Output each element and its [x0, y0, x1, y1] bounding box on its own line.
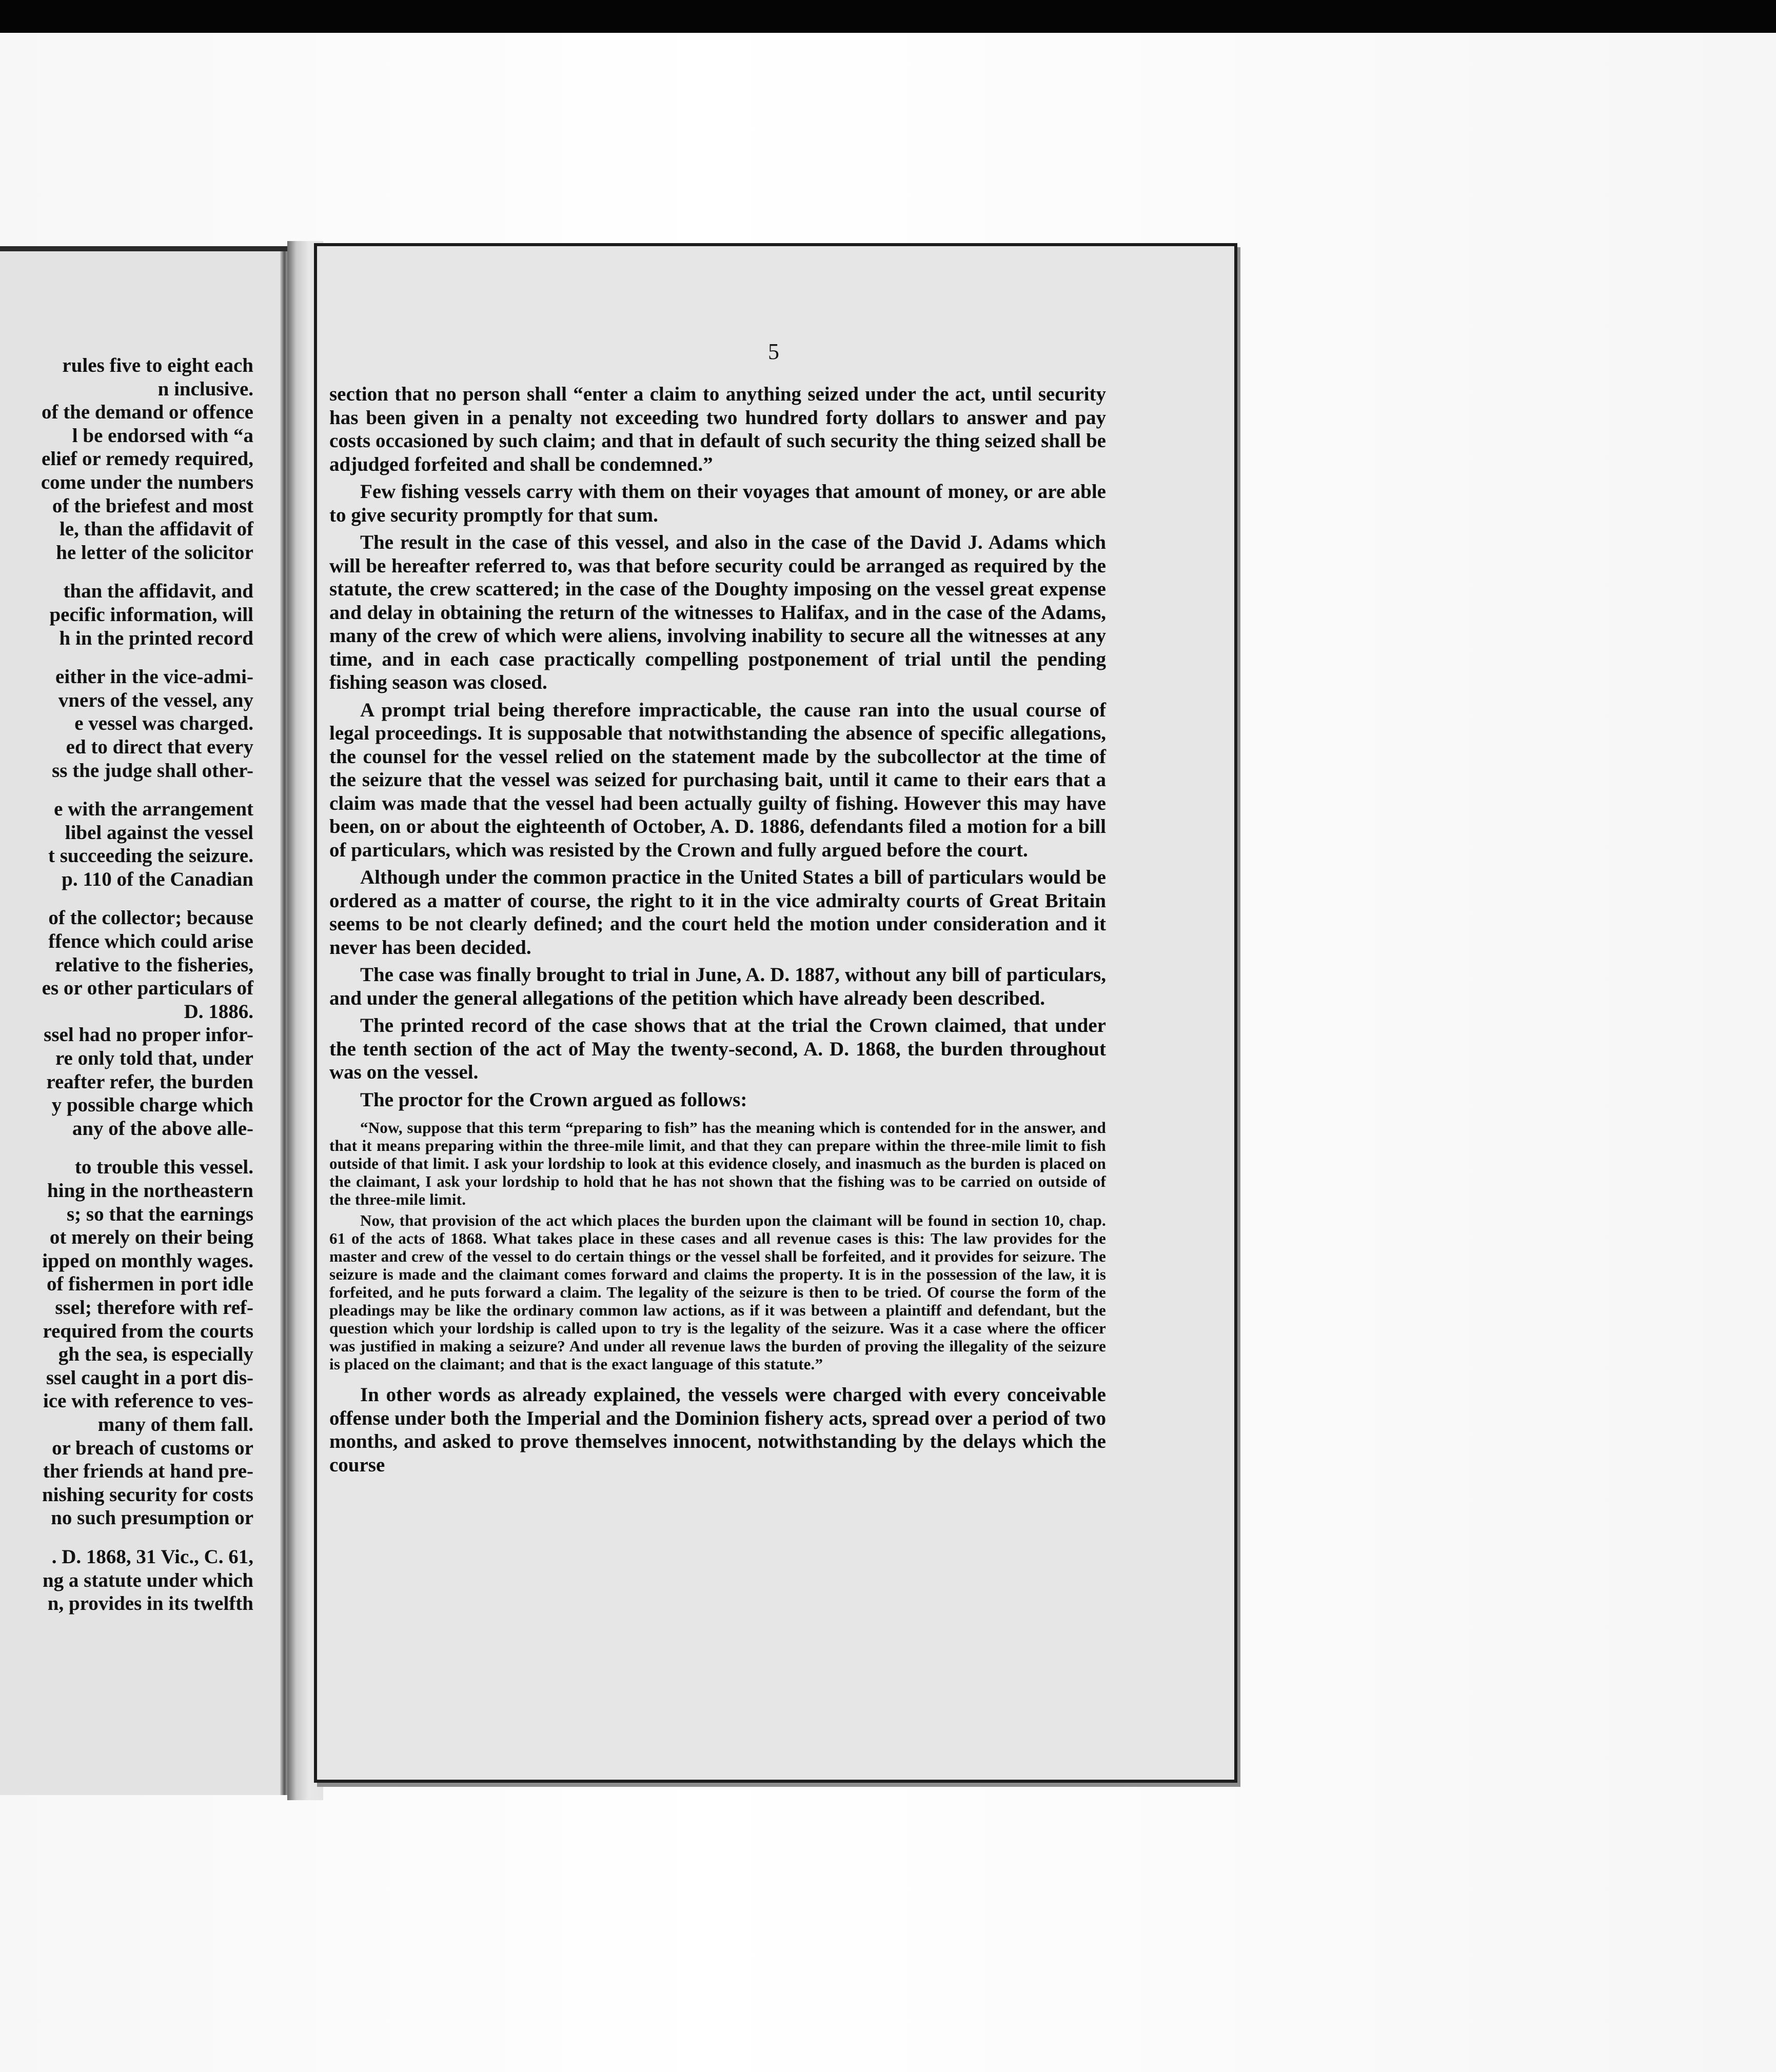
left-page-line: e with the arrangement: [54, 798, 253, 821]
left-page-line: gh the sea, is especially: [58, 1343, 253, 1366]
left-page-line: ffence which could arise: [48, 930, 253, 953]
left-page-line: . D. 1868, 31 Vic., C. 61,: [51, 1545, 253, 1568]
left-page-line: n inclusive.: [157, 377, 253, 400]
left-page-line: than the affidavit, and: [63, 580, 253, 603]
page-number: 5: [768, 339, 779, 364]
left-page-line: vners of the vessel, any: [58, 689, 253, 711]
left-page-line: of the collector; because: [48, 907, 253, 929]
body-paragraph: The result in the case of this vessel, and also in the case of the David J. Adams which will be hereafter referred to, was that before security could be arranged as required by the statute, the crew scattered; in the case of the Doughty imposing on the vessel great expense and delay in obtaining the return of the witnesses to Halifax, and in the case of the Adams, many of the crew of which were aliens, involving inability to secure all the witnesses at any time, and in each case practically compelling postponement of trial until the pending fishing season was closed.: [329, 531, 1106, 693]
left-page-line: ssel; therefore with ref-: [55, 1296, 253, 1319]
left-page-line: ot merely on their being: [49, 1226, 253, 1249]
body-paragraph: In other words as already explained, the vessels were charged with every conceivable offense under both the Imperial and the Dominion fishery acts, spread over a period of two months, and asked to prove themselves innocent, notwithstanding by the delays which the course: [329, 1384, 1106, 1476]
body-paragraph: Although under the common practice in the United States a bill of particulars would be ordered as a matter of course, the right to it in the vice admiralty courts of Great Britain seems to be not clearly defined; and the court held the motion under consideration and it never has been decided.: [329, 866, 1106, 959]
left-page-line: n, provides in its twelfth: [47, 1592, 253, 1615]
left-page-line: ss the judge shall other-: [52, 759, 253, 782]
left-page-line: libel against the vessel: [65, 821, 253, 844]
left-page-line: l be endorsed with “a: [72, 424, 253, 447]
left-page-line: to trouble this vessel.: [74, 1156, 253, 1179]
left-page-line: nishing security for costs: [42, 1483, 253, 1506]
page-body: [329, 383, 1106, 1481]
body-paragraph: The printed record of the case shows that at the trial the Crown claimed, that under the tenth section of the act of May the twenty-second, A. D. 1868, the burden throughout was on the vessel.: [329, 1014, 1106, 1083]
left-page-line: ng a statute under which: [42, 1569, 253, 1591]
left-page-line: re only told that, under: [55, 1047, 253, 1070]
left-page-line: y possible charge which: [51, 1094, 253, 1117]
body-paragraph: The case was finally brought to trial in June, A. D. 1887, without any bill of particulars, and under the general allegations of the petition which have already been described.: [329, 964, 1106, 1009]
left-page-line: relative to the fisheries,: [55, 953, 253, 976]
body-paragraph: A prompt trial being therefore impracticable, the cause ran into the usual course of legal proceedings. It is supposable that notwithstanding the absence of specific allegations, the counsel for the vessel relied on the statement made by the subcollector at the time of the seizure that the vessel was seized for purchasing bait, until it came to their ears that a claim was made that the vessel had been actually guilty of fishing. However this may have been, on or about the eighteenth of October, A. D. 1886, defendants filed a motion for a bill of particulars, which was resisted by the Crown and fully argued before the court.: [329, 699, 1106, 861]
left-page-line: or breach of customs or: [52, 1437, 253, 1459]
left-page-line: ipped on monthly wages.: [42, 1249, 253, 1272]
left-facing-page: [0, 246, 287, 1795]
left-page-line: any of the above alle-: [72, 1117, 253, 1140]
body-paragraph: section that no person shall “enter a claim to anything seized under the act, until security has been given in a penalty not exceeding two hundred forty dollars to answer and pay costs occasioned by such claim; and that in default of such security the thing seized shall be adjudged forfeited and shall be condemned.”: [329, 383, 1106, 475]
left-page-line: of fishermen in port idle: [47, 1273, 253, 1296]
left-page-line: reafter refer, the burden: [46, 1070, 253, 1093]
left-page-line: D. 1886.: [184, 1000, 253, 1023]
left-page-line: le, than the affidavit of: [59, 518, 253, 541]
left-page-line: either in the vice-admi-: [55, 666, 253, 688]
left-page-line: required from the courts: [43, 1320, 253, 1342]
body-paragraph: The proctor for the Crown argued as follows:: [360, 1088, 747, 1111]
left-page-line: ed to direct that every: [66, 735, 253, 758]
body-paragraph: Few fishing vessels carry with them on their voyages that amount of money, or are able to give security promptly for that sum.: [329, 481, 1106, 526]
left-page-line: of the demand or offence: [41, 401, 253, 424]
left-page-line: h in the printed record: [59, 627, 253, 649]
block-quote: Now, that provision of the act which places the burden upon the claimant will be found in section 10, chap. 61 of the acts of 1868. What takes place in these cases and all revenue cases is this: The law provides for the master and crew of the vessel to do certain things or the vessel shall be forfeited, and it provides for seizure. The seizure is made and the claimant comes forward and claims the property. It is in the possession of the law, it is forfeited, and he puts forward a claim. The legality of the seizure is then to be tried. Of course the form of the pleadings may be like the ordinary common law actions, as if it was between a plaintiff and defendant, but the question which your lordship is called upon to try is the legality of the seizure. Was it a case where the officer was justified in making a seizure? And under all revenue laws the burden of proving the illegality of the seizure is placed on the claimant; and that is the exact language of this statute.”: [329, 1211, 1106, 1373]
left-page-line: elief or remedy required,: [41, 448, 253, 470]
left-page-line: hing in the northeastern: [47, 1180, 253, 1202]
left-page-line: come under the numbers: [41, 471, 253, 493]
left-page-line: pecific information, will: [49, 603, 253, 626]
left-page-line: s; so that the earnings: [66, 1203, 253, 1225]
left-page-line: p. 110 of the Canadian: [62, 868, 253, 890]
top-border: [0, 0, 1776, 33]
left-page-line: es or other particulars of: [42, 977, 253, 1000]
left-page-line: ther friends at hand pre-: [43, 1460, 253, 1483]
block-quote: “Now, suppose that this term “preparing to fish” has the meaning which is contended for in the answer, and that it means preparing within the three-mile limit, and that they can prepare within the three-mile limit to fish outside of that limit. I ask your lordship to look at this evidence closely, and inasmuch as the burden is placed on the claimant, I ask your lordship to hold that he has not shown that the fishing was to be carried on outside of the three-mile limit.: [329, 1119, 1106, 1208]
main-page: [314, 243, 1237, 1783]
left-page-line: of the briefest and most: [52, 494, 253, 517]
left-page-line: he letter of the solicitor: [56, 541, 253, 564]
left-page-line: ssel caught in a port dis-: [46, 1366, 253, 1389]
left-page-line: t succeeding the seizure.: [48, 845, 253, 867]
left-page-line: ice with reference to ves-: [43, 1390, 253, 1412]
left-page-line: ssel had no proper infor-: [44, 1024, 253, 1046]
left-page-text: [0, 354, 253, 1616]
left-page-line: rules five to eight each: [62, 354, 253, 376]
left-page-line: e vessel was charged.: [74, 712, 253, 735]
left-page-line: many of them fall.: [97, 1413, 253, 1436]
left-page-line: no such presumption or: [51, 1507, 253, 1529]
